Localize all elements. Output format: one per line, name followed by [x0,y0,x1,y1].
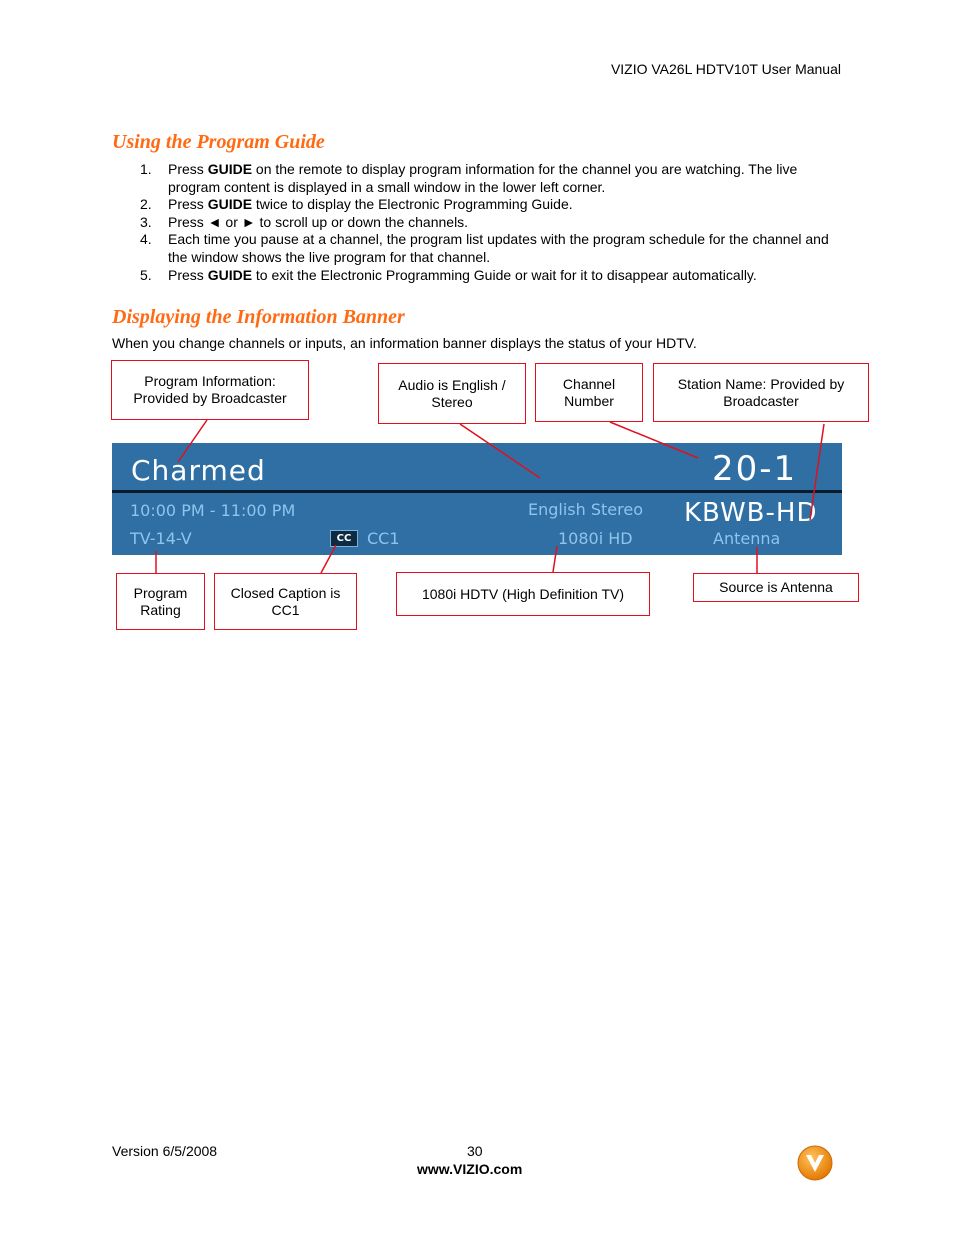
callout-channel-number: Channel Number [535,363,643,422]
list-item: 4. Each time you pause at a channel, the program list updates with the program schedule for the channel and the window shows the live program for that channel. [140,231,829,265]
footer-url: www.VIZIO.com [417,1161,523,1177]
list-item: 5. Press GUIDE to exit the Electronic Programming Guide or wait for it to disappear automatically. [140,266,757,283]
callout-audio: Audio is English / Stereo [378,363,526,424]
pointer-line [810,424,824,520]
pointer-line [178,420,207,462]
step-number: 2. [140,196,152,213]
banner-source: Antenna [713,529,781,548]
closed-caption-icon: CC [330,530,358,547]
callout-closed-caption: Closed Caption is CC1 [214,573,357,630]
banner-cc: CC1 [367,529,400,548]
footer-page-number: 30 [467,1143,483,1159]
banner-audio: English Stereo [528,500,643,519]
section-title-information-banner: Displaying the Information Banner [112,306,405,328]
callout-station-name: Station Name: Provided by Broadcaster [653,363,869,422]
step-number: 3. [140,213,152,230]
banner-station-name: KBWB-HD [684,498,818,528]
banner-resolution: 1080i HD [558,529,633,548]
pointer-line [321,545,336,573]
pointer-line [610,422,698,458]
banner-program-title: Charmed [131,454,266,487]
callout-resolution: 1080i HDTV (High Definition TV) [396,572,650,616]
guide-keyword: GUIDE [207,266,253,283]
guide-keyword: GUIDE [207,196,253,213]
pointer-line [460,424,540,478]
pointer-line [553,546,557,572]
callout-source: Source is Antenna [693,573,859,602]
footer-version: Version 6/5/2008 [112,1143,218,1159]
list-item: 3. Press ◄ or ► to scroll up or down the channels. [140,213,469,230]
banner-rating: TV-14-V [130,529,192,548]
list-item: 2. Press GUIDE twice to display the Electronic Programming Guide. [140,196,573,213]
step-number: 1. [140,161,152,177]
banner-time: 10:00 PM - 11:00 PM [130,501,296,520]
banner-channel-number: 20-1 [712,449,798,489]
section-title-program-guide: Using the Program Guide [112,131,325,153]
step-number: 4. [140,231,152,248]
manual-header-title: VIZIO VA26L HDTV10T User Manual [610,61,841,77]
guide-keyword: GUIDE [207,161,253,177]
callout-program-rating: Program Rating [116,573,205,630]
banner-intro-text: When you change channels or inputs, an information banner displays the status of your HDTV. [112,335,697,351]
callout-program-info: Program Information: Provided by Broadcaster [111,360,309,420]
list-item: 1. Press GUIDE on the remote to display program information for the channel you are watching. The live program content is displayed in a small window in the lower left corner. [140,161,798,195]
step-number: 5. [140,266,152,283]
vizio-v-logo-icon [796,1144,834,1182]
